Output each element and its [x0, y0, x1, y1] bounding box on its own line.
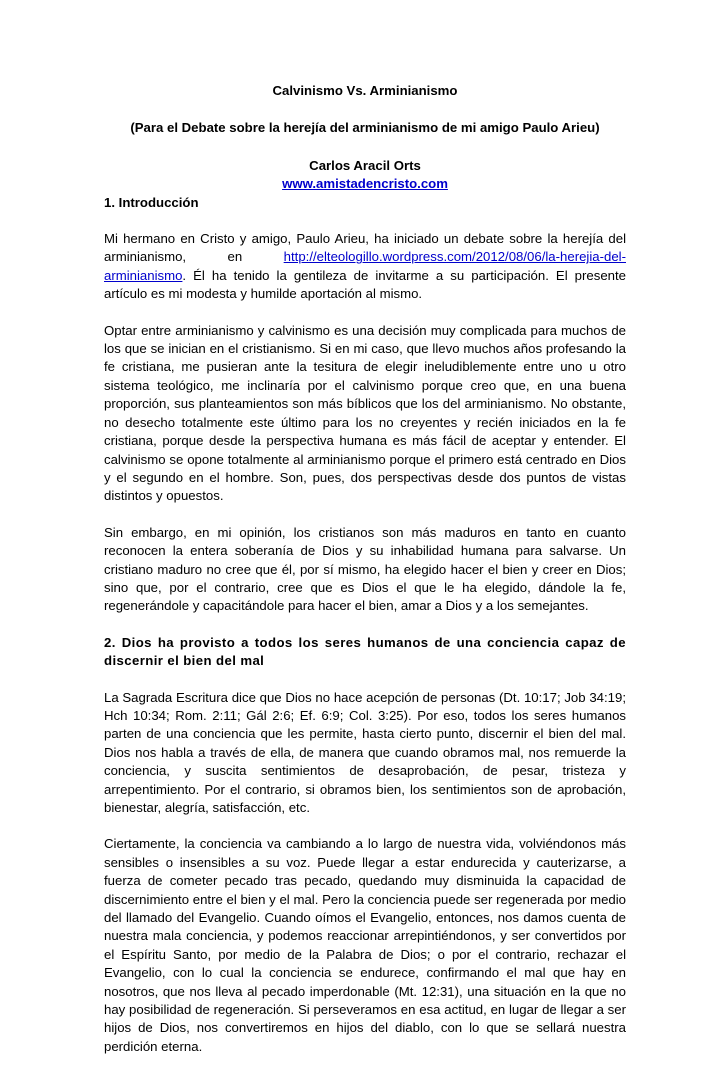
section-1-paragraph-3: Sin embargo, en mi opinión, los cristianos son más maduros en tanto en cuanto reconocen la entera soberanía de Dios y su inhabilidad humana para salvarse. Un cristiano maduro no cree que él, por sí mismo, ha elegido hacer el bien y creer en Dios; sino que, por el contrario, cree que es Dios el que le ha elegido, dándole la fe, regenerándole y capacitándole para hacer el bien, amar a Dios y a los semejantes. — [104, 524, 626, 614]
website-link[interactable]: www.amistadencristo.com — [282, 176, 448, 192]
section-1-heading: 1. Introducción — [104, 194, 199, 210]
document-page — [104, 82, 626, 1074]
document-title: Calvinismo Vs. Arminianismo — [272, 83, 458, 98]
paragraph-text: . Él ha tenido la gentileza de invitarme a su participación. El presente artículo es mi modesta y humilde aportación al mismo. — [104, 267, 626, 302]
section-2-paragraph-2: Ciertamente, la conciencia va cambiando a lo largo de nuestra vida, volviéndonos más sensibles o insensibles a su voz. Puede llegar a estar endurecida y cauterizarse, a fuerza de cometer pecado tras pecado, quedando muy disminuida la capacidad de discernimiento entre el bien y el mal. Pero la conciencia puede ser regenerada por medio del llamado del Evangelio. Cuando oímos el Evangelio, entonces, nos damos cuenta de nuestra mala conciencia, y podemos reaccionar arrepintiéndonos, y ser convertidos por el Espíritu Santo, por medio de la Palabra de Dios; o por el contrario, rechazar el Evangelio, con lo cual la conciencia se endurece, confirmando el mal que hay en nosotros, que nos lleva al pecado imperdonable (Mt. 12:31), una situación en la que no hay posibilidad de regeneración. Si perseveramos en esa actitud, en lugar de llegar a ser hijos de Dios, nos convertiremos en hijos del diablo, con lo que se sellará nuestra perdición eterna. — [104, 836, 626, 1054]
document-subtitle: (Para el Debate sobre la herejía del arminianismo de mi amigo Paulo Arieu) — [130, 120, 600, 136]
paragraph-text: Mi hermano en Cristo y amigo, Paulo Arieu, ha iniciado un debate sobre la herejía del arminianismo, en — [104, 231, 626, 265]
website-line — [104, 175, 626, 193]
author-name: Carlos Aracil Orts — [309, 157, 421, 173]
section-2-heading: 2. Dios ha provisto a todos los seres humanos de una conciencia capaz de discernir el bien del mal — [104, 634, 626, 669]
section-1-paragraph-2: Optar entre arminianismo y calvinismo es una decisión muy complicada para muchos de los que se inician en el cristianismo. Si en mi caso, que llevo muchos años profesando la fe cristiana, me pusieran ante la tesitura de elegir ineludiblemente entre uno u otro sistema teológico, me inclinaría por el calvinismo porque creo que, en una buena proporción, sus planteamientos son más bíblicos que los del arminianismo. No obstante, no desecho totalmente este último para los no creyentes y recién iniciados en la fe cristiana, porque desde la perspectiva humana es más fácil de aceptar y entender. El calvinismo se opone totalmente al arminianismo porque el primero está centrado en Dios y el segundo en el hombre. Son, pues, dos perspectivas desde dos puntos de vistas distintos y opuestos. — [104, 322, 626, 504]
section-2-paragraph-1: La Sagrada Escritura dice que Dios no hace acepción de personas (Dt. 10:17; Job 34:19; Hch 10:34; Rom. 2:11; Gál 2:6; Ef. 6:9; Col. 3:25). Por eso, todos los seres humanos parten de una conciencia que les permite, hasta cierto punto, discernir el bien del mal. Dios nos habla a través de ella, de manera que cuando obramos mal, nos remuerde la conciencia, y suscita sentimientos de desaprobación, de pesar, tristeza y arrepentimiento. Por el contrario, si obramos bien, los sentimientos son de aprobación, bienestar, alegría, satisfacción, etc. — [104, 689, 626, 815]
debate-link[interactable]: http://elteologillo.wordpress.com/2012/08/06/la-herejia-del-arminianismo — [104, 249, 626, 283]
section-1-paragraph-1 — [104, 230, 626, 304]
